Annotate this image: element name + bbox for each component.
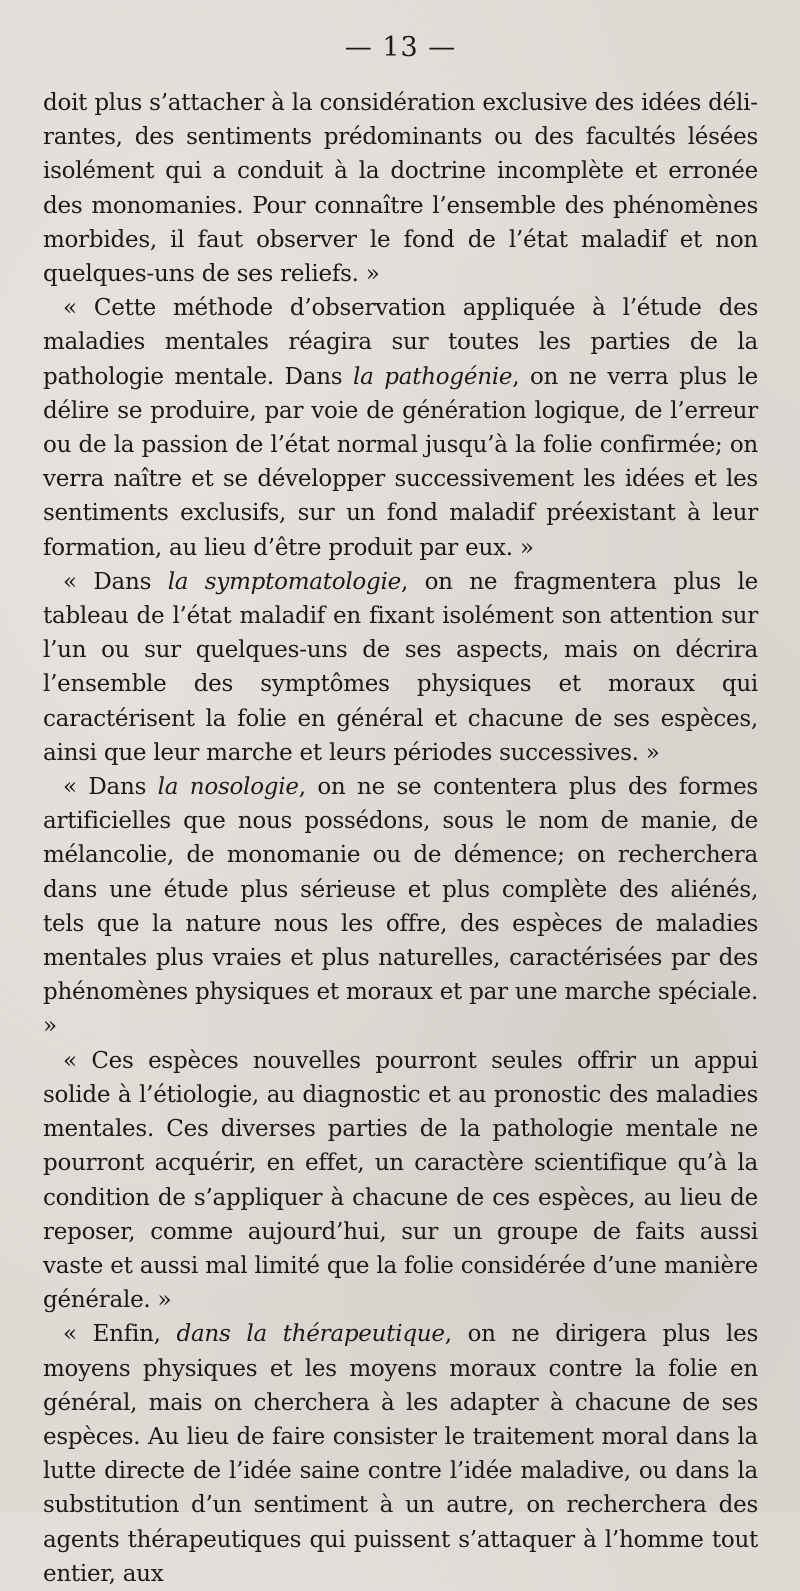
italic-term-nosologie: la nosologie — [157, 774, 299, 801]
text-segment: « Cette méthode d’observation appliquée à l’étude des maladies mentales réagira sur toutes les parties de la pathologie mentale. Dans — [43, 295, 758, 390]
text-segment: « Dans — [63, 568, 168, 595]
paragraph-1 — [43, 86, 758, 291]
text-segment: , on ne se contentera plus des formes artificielles que nous possédons, sous le nom de manie, de mélancolie, de monomanie ou de démence; on recherchera dans une étude plus sérieuse et plus complète des aliénés, tels que la nature nous les offre, des espèces de maladies mentales plus vraies et plus naturelles, caractérisées par des phénomènes physiques et moraux et par une marche spéciale. » — [43, 774, 758, 1040]
italic-term-pathogenie: la pathogénie — [353, 363, 513, 390]
text-segment: , on ne verra plus le délire se produire, par voie de génération logique, de l’erreur ou de la passion de l’état normal jusqu’à la folie confirmée; on verra naître et se développer successivement les idées et les sentiments exclusifs, sur un fond maladif préexistant à leur formation, au lieu d’être produit par eux. » — [43, 363, 758, 561]
text-segment: « Enfin, — [63, 1321, 177, 1348]
text-segment: , on ne dirigera plus les moyens physiques et les moyens moraux contre la folie en général, mais on cherchera à les adapter à chacune de ses espèces. Au lieu de faire consister le traitement moral dans la lutte directe de l’idée saine contre l’idée maladive, ou dans la substitution d’un sentiment à un autre, on recherchera des agents thérapeutiques qui puissent s’attaquer à l’homme tout entier, aux — [43, 1321, 758, 1587]
paragraph-6 — [43, 1317, 758, 1591]
page-number: — 13 — — [344, 32, 457, 63]
text-segment: , on ne fragmentera plus le tableau de l’état maladif en fixant isolément son attention sur l’un ou sur quelques-uns de ses aspects, mais on décrira l’ensemble des symptômes physiques et moraux qui caractérisent la folie en général et chacune de ses espèces, ainsi que leur marche et leurs périodes successives. » — [43, 568, 758, 766]
text-segment: « Dans — [63, 774, 158, 801]
text-segment: doit plus s’attacher à la considération exclusive des idées délirantes, des sentiments prédominants ou des facultés lésées isolément qui a conduit à la doctrine incomplète et erronée des monomanies. Pour connaître l’ensemble des phénomènes morbides, il faut observer le fond de l’état maladif et non quelques-uns de ses reliefs. » — [43, 90, 758, 288]
paragraph-3 — [43, 565, 758, 770]
paragraph-4 — [43, 770, 758, 1044]
paragraph-2 — [43, 291, 758, 565]
text-segment: « Ces espèces nouvelles pourront seules offrir un appui solide à l’étiologie, au diagnostic et au pronostic des maladies mentales. Ces diverses parties de la pathologie mentale ne pourront acquérir, en effet, un caractère scientifique qu’à la condition de s’appliquer à chacune de ces espèces, au lieu de reposer, comme aujourd’hui, sur un groupe de faits aussi vaste et aussi mal limité que la folie considérée d’une manière générale. » — [43, 1047, 758, 1314]
italic-term-therapeutique: dans la thérapeutique — [176, 1321, 445, 1348]
paragraph-5 — [43, 1044, 758, 1318]
body-text — [43, 86, 758, 1591]
italic-term-symptomatologie: la symptomatologie — [167, 568, 401, 595]
